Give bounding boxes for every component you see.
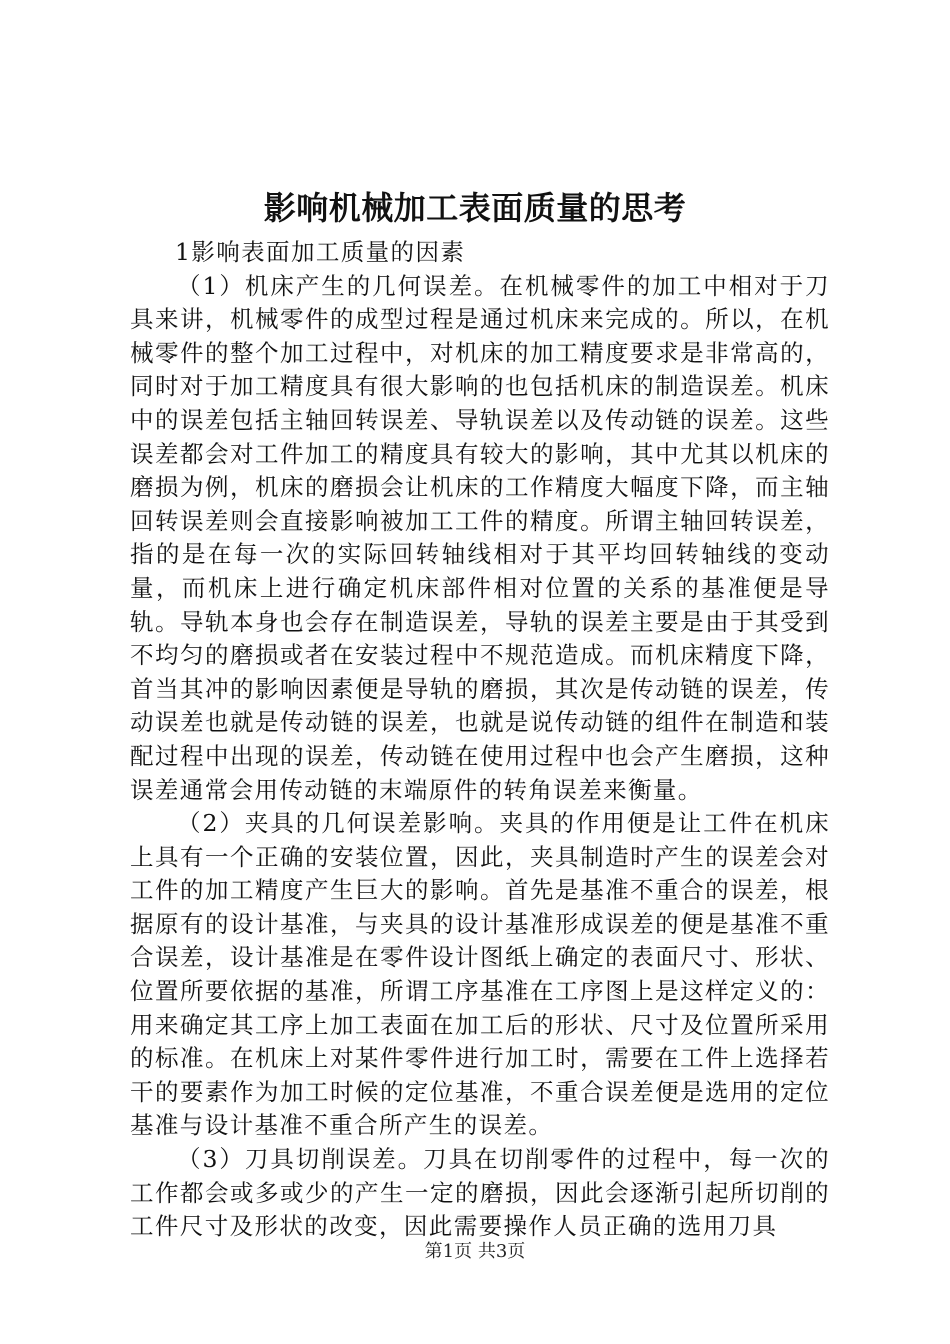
- document-title: 影响机械加工表面质量的思考: [263, 189, 687, 227]
- paragraph-fixture-error: （2）夹具的几何误差影响。夹具的作用便是让工件在机床上具有一个正确的安装位置，因此，夹具制造时产生的误差会对工件的加工精度产生巨大的影响。首先是基准不重合的误差，根据原有的设计基准，与夹具的设计基准形成误差的便是基准不重合误差，设计基准是在零件设计图纸上确定的表面尺寸、形状、位置所要依据的基准，所谓工序基准在工序图上是这样定义的：用来确定其工序上加工表面在加工后的形状、尺寸及位置所采用的标准。在机床上对某件零件进行加工时，需要在工件上选择若干的要素作为加工时候的定位基准，不重合误差便是选用的定位基准与设计基准不重合所产生的误差。: [130, 809, 830, 1140]
- document-body: [130, 236, 830, 1244]
- page-number-footer: 第1页 共3页: [424, 1241, 526, 1262]
- paragraph-cutting-tool-error: （3）刀具切削误差。刀具在切削零件的过程中，每一次的工作都会或多或少的产生一定的磨损，因此会逐渐引起所切削的工件尺寸及形状的改变，因此需要操作人员正确的选用刀具: [130, 1145, 830, 1241]
- section-heading: 1影响表面加工质量的因素: [175, 238, 466, 266]
- paragraph-machine-tool-error: （1）机床产生的几何误差。在机械零件的加工中相对于刀具来讲，机械零件的成型过程是通过机床来完成的。所以，在机械零件的整个加工过程中，对机床的加工精度要求是非常高的，同时对于加工精度具有很大影响的也包括机床的制造误差。机床中的误差包括主轴回转误差、导轨误差以及传动链的误差。这些误差都会对工件加工的精度具有较大的影响，其中尤其以机床的磨损为例，机床的磨损会让机床的工作精度大幅度下降，而主轴回转误差则会直接影响被加工工件的精度。所谓主轴回转误差，指的是在每一次的实际回转轴线相对于其平均回转轴线的变动量，而机床上进行确定机床部件相对位置的关系的基准便是导轨。导轨本身也会存在制造误差，导轨的误差主要是由于其受到不均匀的磨损或者在安装过程中不规范造成。而机床精度下降，首当其冲的影响因素便是导轨的磨损，其次是传动链的误差，传动误差也就是传动链的误差，也就是说传动链的组件在制造和装配过程中出现的误差，传动链在使用过程中也会产生磨损，这种误差通常会用传动链的末端原件的转角误差来衡量。: [130, 271, 830, 804]
